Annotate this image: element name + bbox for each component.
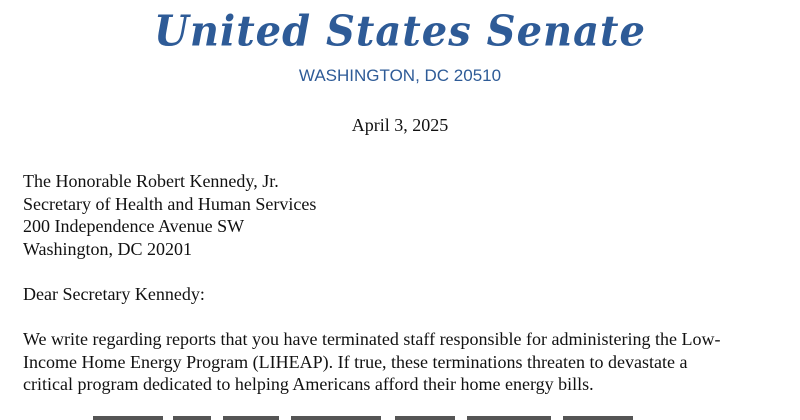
text-fragment <box>223 416 279 420</box>
paragraph-line: Income Home Energy Program (LIHEAP). If true, these terminations threaten to devastate a <box>23 351 688 372</box>
recipient-address <box>23 170 783 260</box>
recipient-name: The Honorable Robert Kennedy, Jr. <box>23 171 279 191</box>
letter-date: April 3, 2025 <box>351 115 449 135</box>
letterhead-title: United States Senate <box>154 6 646 57</box>
salutation: Dear Secretary Kennedy: <box>23 284 205 304</box>
text-fragment <box>173 416 211 420</box>
recipient-title: Secretary of Health and Human Services <box>23 193 317 214</box>
text-fragment <box>563 416 633 420</box>
letterhead-address: WASHINGTON, DC 20510 <box>298 66 502 85</box>
paragraph-line: critical program dedicated to helping Americans afford their home energy bills. <box>23 374 594 394</box>
cutoff-text-fragments <box>23 408 783 420</box>
paragraph-line: We write regarding reports that you have terminated staff responsible for administering the Low- <box>23 329 721 349</box>
text-fragment <box>291 416 381 420</box>
cutoff-next-paragraph <box>23 408 783 420</box>
text-fragment <box>467 416 551 420</box>
text-fragment <box>395 416 455 420</box>
recipient-city: Washington, DC 20201 <box>23 238 193 259</box>
body-paragraph <box>23 328 783 396</box>
recipient-street: 200 Independence Avenue SW <box>23 216 245 236</box>
text-fragment <box>93 416 163 420</box>
